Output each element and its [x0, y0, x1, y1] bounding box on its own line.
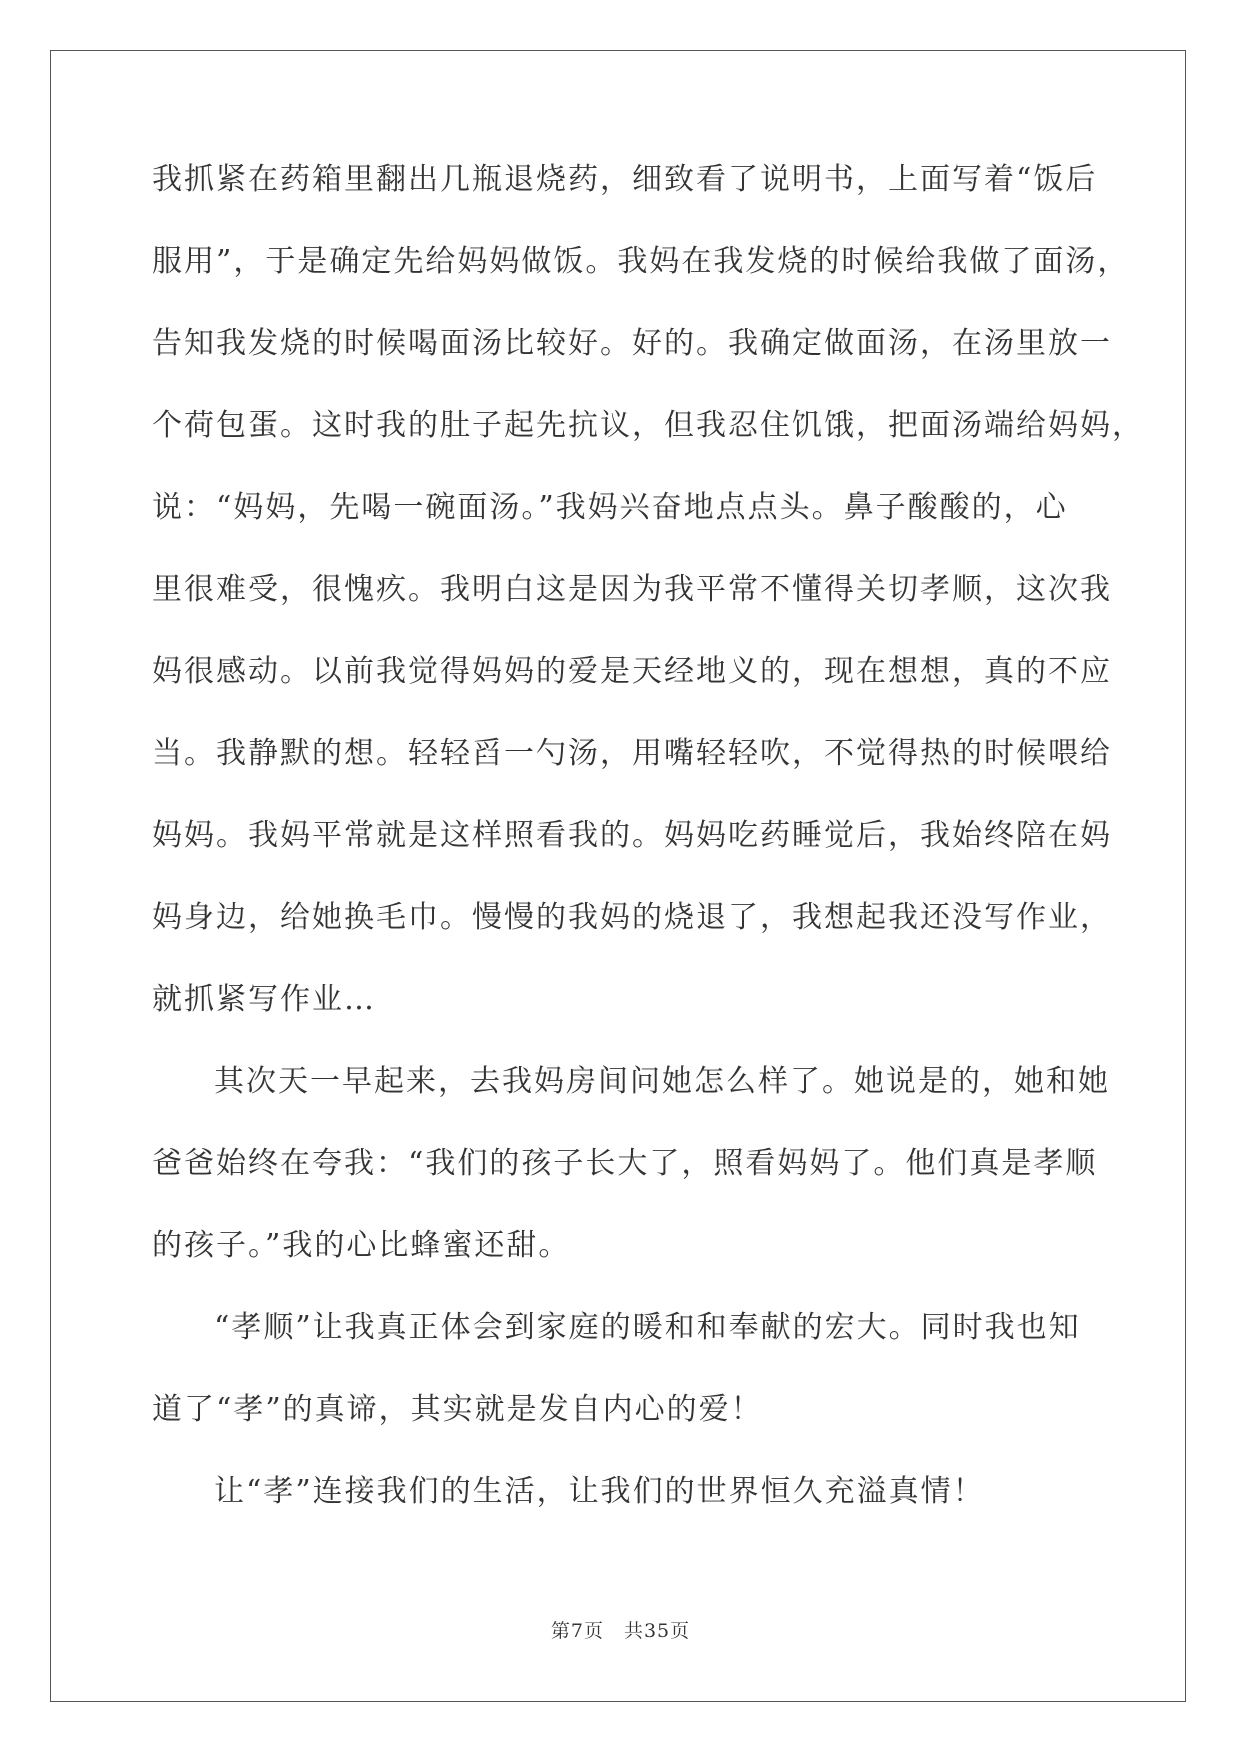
text-line: 说：“妈妈，先喝一碗面汤。”我妈兴奋地点点头。鼻子酸酸的，心: [152, 490, 1068, 525]
text-line: 爸爸始终在夸我：“我们的孩子长大了，照看妈妈了。他们真是孝顺: [152, 1146, 1098, 1181]
text-line: 里很难受，很愧疚。我明白这是因为我平常不懂得关切孝顺，这次我: [152, 572, 1112, 607]
text-line: 的孩子。”我的心比蜂蜜还甜。: [152, 1228, 571, 1263]
page-number-total: 共35页: [623, 1620, 691, 1642]
text-line: 服用”，于是确定先给妈妈做饭。我妈在我发烧的时候给我做了面汤，: [152, 244, 1130, 279]
text-line: 当。我静默的想。轻轻舀一勺汤，用嘴轻轻吹，不觉得热的时候喂给: [152, 736, 1112, 771]
text-line: 其次天一早起来，去我妈房间问她怎么样了。她说是的，她和她: [214, 1064, 1110, 1099]
text-line: 让“孝”连接我们的生活，让我们的世界恒久充溢真情！: [214, 1474, 985, 1509]
text-line: 妈很感动。以前我觉得妈妈的爱是天经地义的，现在想想，真的不应: [152, 654, 1112, 689]
text-line: 道了“孝”的真谛，其实就是发自内心的爱！: [152, 1392, 763, 1427]
text-line: 就抓紧写作业…: [152, 982, 376, 1017]
text-line: 告知我发烧的时候喝面汤比较好。好的。我确定做面汤，在汤里放一: [152, 326, 1112, 361]
text-line: 个荷包蛋。这时我的肚子起先抗议，但我忍住饥饿，把面汤端给妈妈，: [152, 408, 1144, 443]
text-line: 妈妈。我妈平常就是这样照看我的。妈妈吃药睡觉后，我始终陪在妈: [152, 818, 1112, 853]
text-line: “孝顺”让我真正体会到家庭的暖和和奉献的宏大。同时我也知: [214, 1310, 1081, 1345]
page-number-current: 第7页: [550, 1620, 604, 1642]
page-footer: [0, 1616, 1241, 1643]
text-line: 妈身边，给她换毛巾。慢慢的我妈的烧退了，我想起我还没写作业，: [152, 900, 1112, 935]
text-line: 我抓紧在药箱里翻出几瓶退烧药，细致看了说明书，上面写着“饭后: [152, 162, 1098, 197]
document-body: [152, 158, 1144, 1552]
